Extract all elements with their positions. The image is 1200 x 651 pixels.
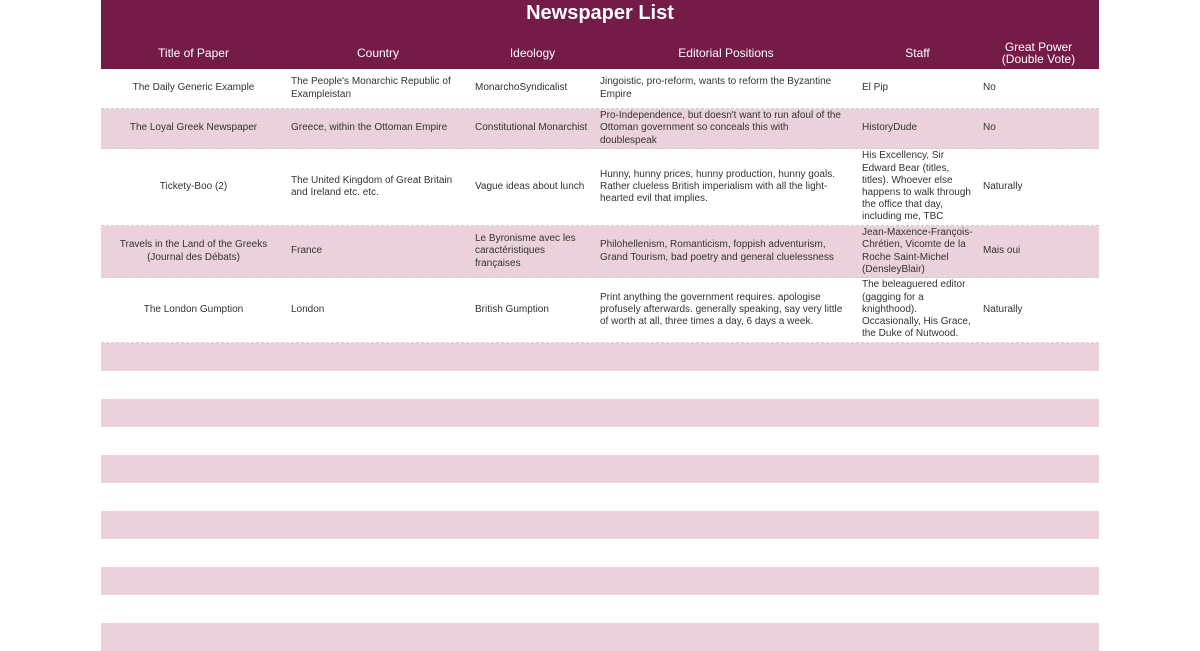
column-header-ideology[interactable]	[470, 36, 595, 69]
cell-text: françaises	[475, 257, 521, 269]
cell-text: The London Gumption	[143, 303, 244, 315]
cell-country[interactable]	[286, 109, 470, 148]
cell-ideology[interactable]	[470, 278, 595, 342]
cell-text: (Journal des Débats)	[147, 251, 240, 263]
cell-title[interactable]	[101, 109, 286, 148]
column-header-editorial[interactable]	[595, 36, 857, 69]
cell-text: of worth at all, three times a day, 6 days a week.	[600, 316, 814, 328]
cell-text: hearted evil that implies.	[600, 193, 708, 205]
column-header-text: (Double Vote)	[1001, 51, 1076, 66]
empty-row[interactable]	[101, 567, 1099, 595]
empty-row[interactable]	[101, 343, 1099, 371]
cell-text: Le Byronisme avec les	[475, 233, 576, 245]
cell-text: Roche Saint-Michel	[862, 251, 949, 263]
cell-text: (gagging for a	[862, 291, 924, 303]
cell-title[interactable]	[101, 69, 286, 108]
cell-text: including me, TBC	[862, 211, 944, 223]
cell-text: The beleaguered editor	[862, 279, 966, 291]
empty-row[interactable]	[101, 371, 1099, 399]
cell-staff[interactable]	[857, 149, 978, 225]
cell-great-power[interactable]	[978, 278, 1099, 342]
cell-text: Edward Bear (titles,	[862, 162, 950, 174]
column-header-staff[interactable]	[857, 36, 978, 69]
table-row[interactable]	[101, 109, 1099, 149]
cell-text: Print anything the government requires. apologise	[600, 291, 821, 303]
cell-text: doublespeak	[600, 134, 657, 146]
cell-great-power[interactable]	[978, 226, 1099, 277]
cell-title[interactable]	[101, 149, 286, 225]
cell-text: Exampleistan	[291, 88, 352, 100]
cell-text: The Daily Generic Example	[132, 82, 255, 94]
column-header-text: Staff	[905, 45, 930, 60]
cell-text: Jingoistic, pro-reform, wants to reform the Byzantine	[600, 76, 832, 88]
cell-text: Ottoman government so conceals this with	[600, 122, 789, 134]
column-header-country[interactable]	[286, 36, 470, 69]
column-header-text: Title of Paper	[158, 45, 229, 60]
cell-text: Grand Tourism, bad poetry and general cluelessness	[600, 251, 834, 263]
cell-text: Jean-Maxence-François-	[862, 227, 973, 239]
cell-editorial[interactable]	[595, 69, 857, 108]
cell-text: HistoryDude	[862, 122, 918, 134]
table-row[interactable]	[101, 69, 1099, 109]
cell-great-power[interactable]	[978, 69, 1099, 108]
cell-text: caractéristiques	[475, 245, 546, 257]
cell-text: profusely afterwards. generally speaking, say very little	[600, 303, 843, 315]
cell-text: British Gumption	[475, 303, 549, 315]
empty-row[interactable]	[101, 427, 1099, 455]
cell-ideology[interactable]	[470, 69, 595, 108]
cell-text: (DensleyBlair)	[862, 263, 925, 275]
cell-country[interactable]	[286, 278, 470, 342]
cell-title[interactable]	[101, 226, 286, 277]
cell-text: London	[291, 303, 325, 315]
column-headers	[101, 36, 1099, 69]
cell-text: Travels in the Land of the Greeks	[119, 239, 268, 251]
cell-text: El Pip	[862, 82, 889, 94]
cell-great-power[interactable]	[978, 109, 1099, 148]
empty-row[interactable]	[101, 511, 1099, 539]
cell-text: Chrétien, Vicomte de la	[862, 239, 966, 251]
column-header-text: Country	[356, 45, 400, 60]
cell-text: and Ireland etc. etc.	[291, 187, 379, 198]
cell-text: His Excellency, Sir	[862, 150, 945, 162]
empty-row[interactable]	[101, 455, 1099, 483]
newspaper-sheet	[101, 0, 1099, 651]
table-row[interactable]	[101, 226, 1099, 278]
table-row[interactable]	[101, 149, 1099, 226]
cell-text: Greece, within the Ottoman Empire	[291, 122, 448, 134]
empty-row[interactable]	[101, 483, 1099, 511]
cell-editorial[interactable]	[595, 109, 857, 148]
cell-ideology[interactable]	[470, 226, 595, 277]
table-body	[101, 69, 1099, 343]
cell-text: France	[291, 245, 323, 257]
cell-ideology[interactable]	[470, 149, 595, 225]
column-header-text: Ideology	[509, 45, 556, 60]
cell-staff[interactable]	[857, 226, 978, 277]
empty-row[interactable]	[101, 623, 1099, 651]
cell-text: knighthood).	[862, 303, 918, 315]
column-header-text: Editorial Positions	[678, 45, 774, 60]
cell-editorial[interactable]	[595, 226, 857, 277]
cell-text: Occasionally, His Grace,	[862, 316, 971, 328]
sheet-header	[101, 0, 1099, 69]
cell-text: The United Kingdom of Great Britain	[291, 174, 453, 186]
table-row[interactable]	[101, 278, 1099, 343]
sheet-title: Newspaper List	[526, 2, 674, 24]
cell-text: No	[983, 82, 996, 94]
cell-country[interactable]	[286, 69, 470, 108]
cell-country[interactable]	[286, 149, 470, 225]
column-header-great-power[interactable]	[978, 36, 1099, 69]
cell-great-power[interactable]	[978, 149, 1099, 225]
cell-text: Mais oui	[983, 245, 1021, 257]
empty-row[interactable]	[101, 399, 1099, 427]
cell-country[interactable]	[286, 226, 470, 277]
cell-staff[interactable]	[857, 278, 978, 342]
cell-text: Philohellenism, Romanticism, foppish adventurism,	[600, 239, 826, 251]
empty-rows	[101, 343, 1099, 651]
column-header-title[interactable]	[101, 36, 286, 69]
column-header-text: Great Power	[1004, 39, 1073, 54]
cell-staff[interactable]	[857, 69, 978, 108]
cell-text: The Loyal Greek Newspaper	[129, 122, 258, 134]
cell-text: Tickety-Boo (2)	[159, 180, 228, 192]
cell-editorial[interactable]	[595, 149, 857, 225]
cell-text: Vague ideas about lunch	[475, 180, 585, 192]
cell-ideology[interactable]	[470, 109, 595, 148]
cell-text: The People's Monarchic Republic of	[291, 76, 451, 88]
cell-text: happens to walk through	[862, 187, 971, 198]
cell-text: Pro-Independence, but doesn't want to run afoul of the	[600, 110, 841, 122]
cell-title[interactable]	[101, 278, 286, 342]
cell-text: Hunny, hunny prices, hunny production, hunny goals.	[600, 168, 835, 180]
cell-text: titles). Whoever else	[862, 174, 953, 186]
cell-editorial[interactable]	[595, 278, 857, 342]
cell-text: Empire	[600, 88, 632, 100]
empty-row[interactable]	[101, 595, 1099, 623]
cell-text: Constitutional Monarchist	[475, 122, 588, 134]
cell-staff[interactable]	[857, 109, 978, 148]
cell-text: No	[983, 122, 996, 134]
cell-text: Naturally	[983, 303, 1023, 315]
cell-text: Naturally	[983, 180, 1023, 192]
cell-text: the office that day,	[862, 199, 943, 211]
cell-text: MonarchoSyndicalist	[475, 82, 568, 94]
cell-text: Rather clueless British imperialism with all the light-	[600, 180, 828, 192]
empty-row[interactable]	[101, 539, 1099, 567]
cell-text: the Duke of Nutwood.	[862, 328, 959, 340]
